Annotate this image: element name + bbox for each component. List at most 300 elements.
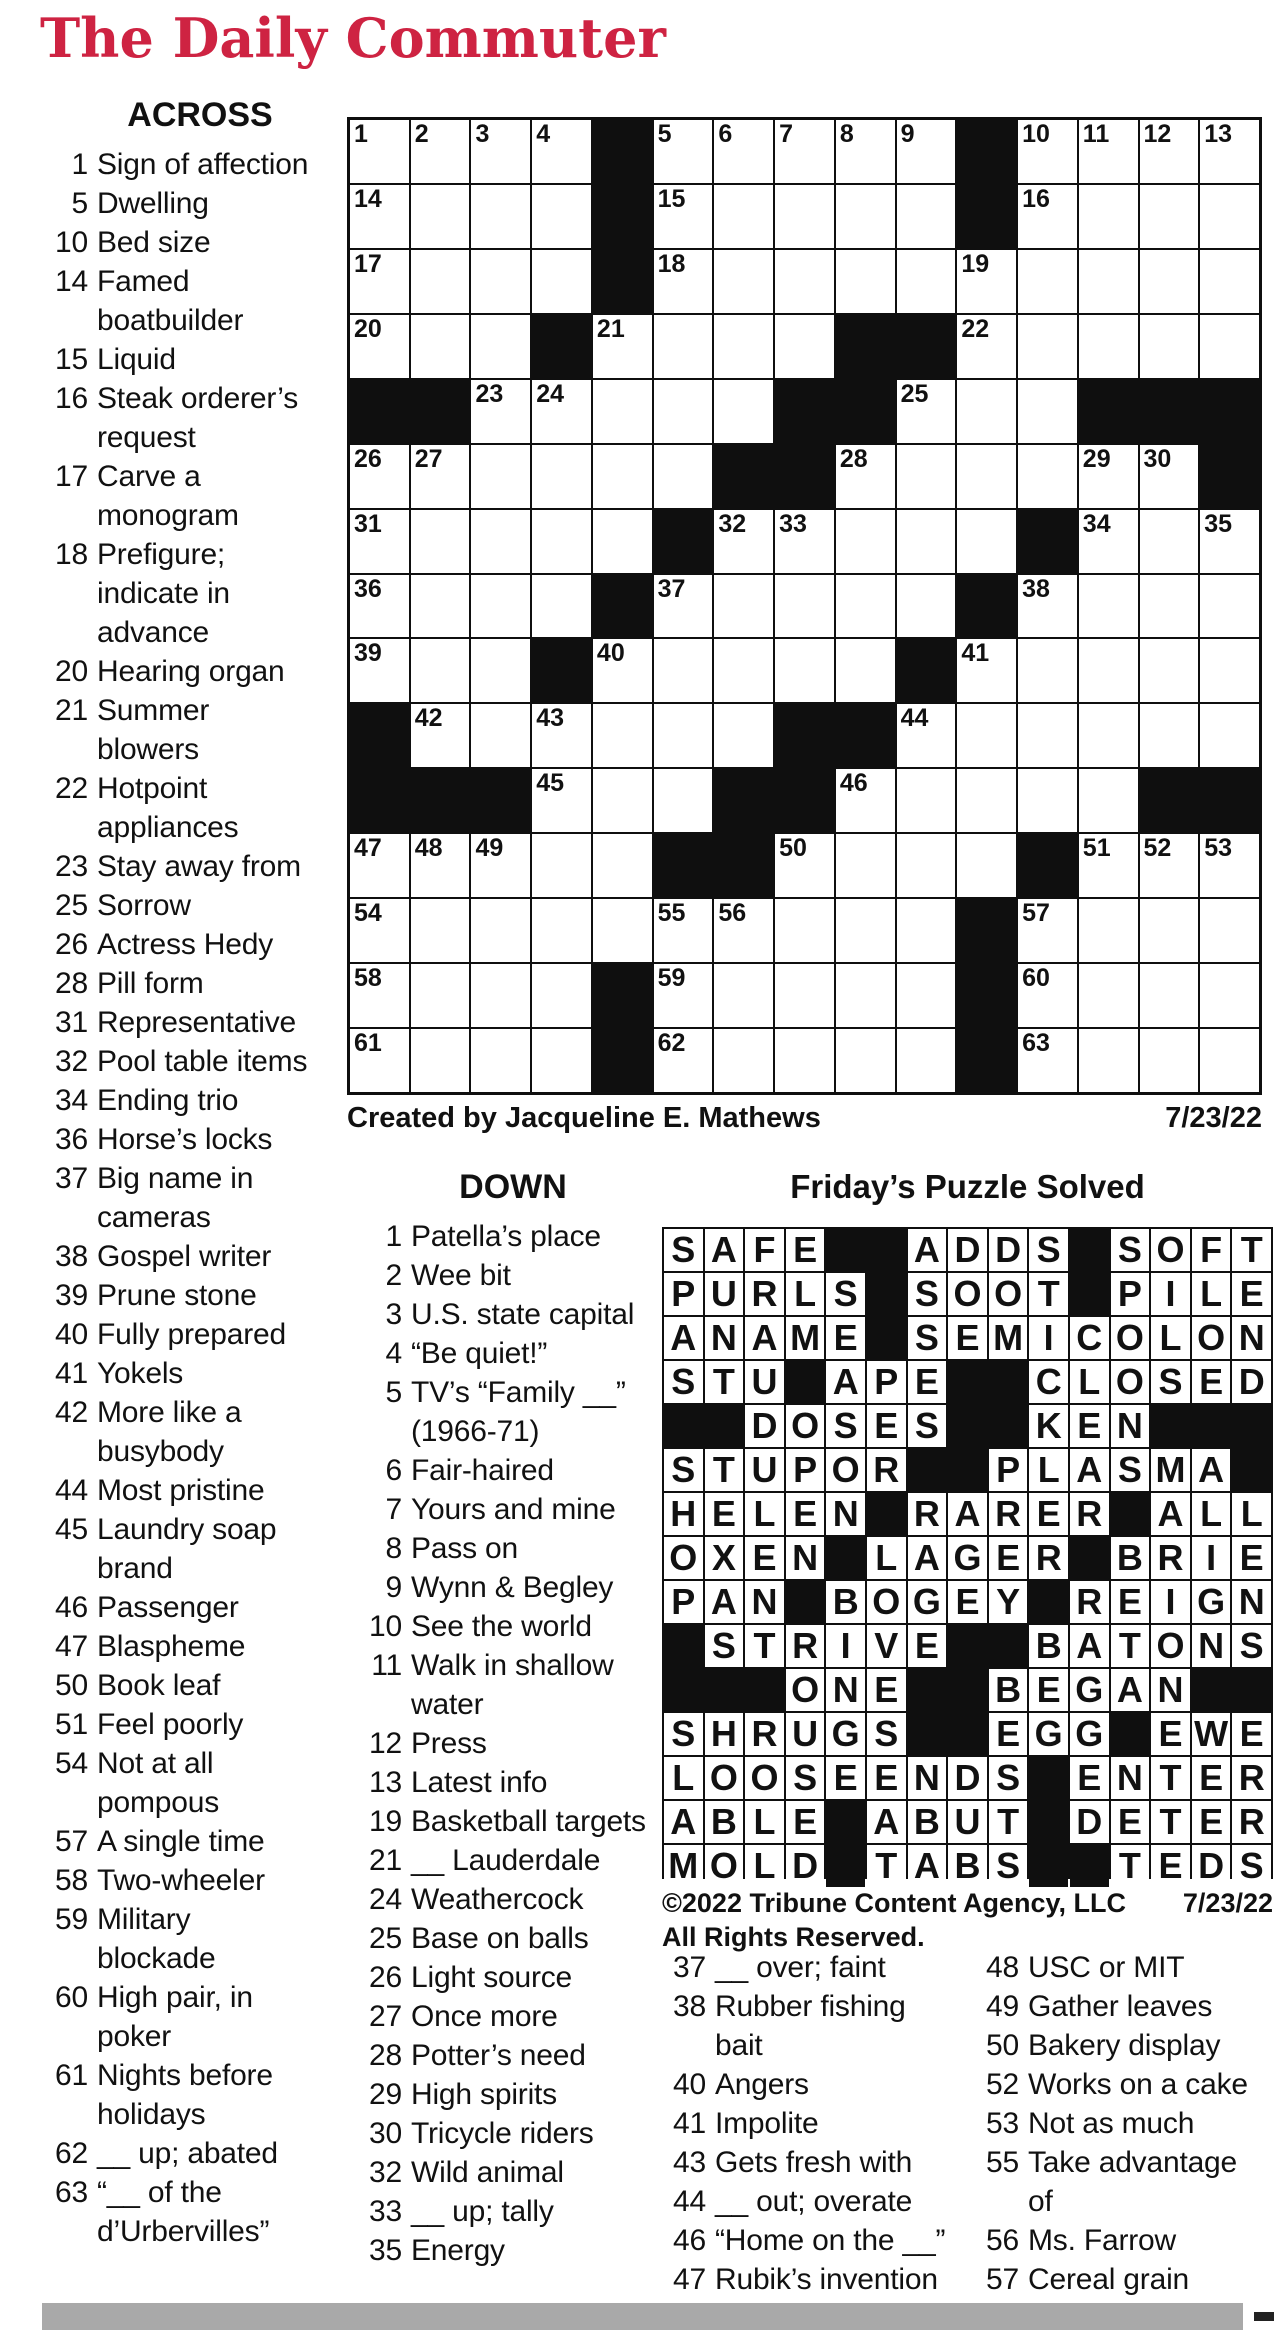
- main-grid-cell[interactable]: [471, 704, 530, 767]
- down-clue: [662, 2065, 968, 2104]
- main-grid-cell[interactable]: [350, 575, 409, 638]
- main-grid-cell[interactable]: [714, 380, 773, 443]
- main-grid-cell[interactable]: [1079, 769, 1138, 832]
- across-clue: [40, 1315, 360, 1354]
- solved-grid-black-cell: [989, 1361, 1028, 1403]
- main-grid-cell[interactable]: [1018, 250, 1077, 313]
- solved-grid-letter-cell: L: [867, 1537, 906, 1579]
- main-grid-cell[interactable]: [836, 575, 895, 638]
- bottom-scrollbar-track[interactable]: [42, 2303, 1243, 2330]
- cell-number: 38: [1022, 574, 1050, 603]
- main-grid-cell[interactable]: [532, 380, 591, 443]
- across-clue: [40, 262, 360, 340]
- cell-number: 60: [1022, 964, 1050, 993]
- clue-text: Cereal grain: [1028, 2263, 1190, 2296]
- main-grid-cell[interactable]: [654, 1029, 713, 1092]
- main-grid-cell[interactable]: [654, 704, 713, 767]
- main-grid-cell[interactable]: [836, 120, 895, 183]
- main-grid-cell[interactable]: [836, 899, 895, 962]
- solved-grid-letter-cell: P: [786, 1449, 825, 1491]
- main-grid-cell[interactable]: [1140, 899, 1199, 962]
- main-grid-cell[interactable]: [1200, 704, 1259, 767]
- cell-number: 18: [657, 249, 686, 278]
- main-grid-cell[interactable]: [654, 639, 713, 702]
- main-grid-cell[interactable]: [957, 769, 1016, 832]
- main-grid-cell[interactable]: [471, 899, 530, 962]
- main-grid-cell[interactable]: [411, 185, 470, 248]
- clue-number: 1: [71, 148, 88, 181]
- main-grid-cell[interactable]: [1018, 575, 1077, 638]
- clue-text: Horse’s locks: [97, 1123, 273, 1156]
- clue-number: 20: [55, 655, 88, 688]
- main-grid-cell[interactable]: [411, 575, 470, 638]
- main-grid-cell[interactable]: [471, 120, 530, 183]
- solved-grid-letter-cell: S: [1151, 1361, 1190, 1403]
- main-grid-cell[interactable]: [654, 120, 713, 183]
- main-grid-cell[interactable]: [471, 1029, 530, 1092]
- main-grid-black-cell: [957, 185, 1016, 248]
- page-title: The Daily Commuter: [40, 6, 666, 70]
- main-grid-cell[interactable]: [532, 769, 591, 832]
- solved-grid-letter-cell: B: [826, 1581, 865, 1623]
- main-grid-cell[interactable]: [957, 639, 1016, 702]
- main-grid-cell[interactable]: [350, 639, 409, 702]
- main-grid-cell[interactable]: [532, 185, 591, 248]
- clue-text: Ms. Farrow: [1028, 2224, 1177, 2257]
- clue-text: __ Lauderdale: [411, 1844, 601, 1877]
- main-grid-cell[interactable]: [1079, 834, 1138, 897]
- main-grid-cell[interactable]: [714, 510, 773, 573]
- solved-grid-letter-cell: L: [1192, 1493, 1231, 1535]
- across-clue: [40, 1705, 360, 1744]
- main-grid-cell[interactable]: [593, 380, 652, 443]
- main-grid-cell[interactable]: [1079, 445, 1138, 508]
- solved-grid-letter-cell: O: [705, 1845, 744, 1887]
- across-clue: [40, 2134, 360, 2173]
- main-grid-cell[interactable]: [1018, 704, 1077, 767]
- clue-number: 26: [55, 928, 88, 961]
- main-grid-cell[interactable]: [897, 575, 956, 638]
- down-clue: [358, 2153, 668, 2192]
- main-grid-cell[interactable]: [350, 834, 409, 897]
- main-grid-cell[interactable]: [1200, 834, 1259, 897]
- main-grid-cell[interactable]: [897, 899, 956, 962]
- across-clue: [40, 769, 360, 847]
- clue-text: Angers: [715, 2068, 809, 2101]
- main-grid-black-cell: [532, 315, 591, 378]
- main-grid-cell[interactable]: [1079, 250, 1138, 313]
- solved-grid-letter-cell: S: [705, 1625, 744, 1667]
- main-grid-cell[interactable]: [1140, 315, 1199, 378]
- main-grid-cell[interactable]: [471, 315, 530, 378]
- cell-number: 16: [1022, 184, 1050, 213]
- main-grid-cell[interactable]: [411, 250, 470, 313]
- main-grid-cell[interactable]: [1200, 575, 1259, 638]
- main-grid-cell[interactable]: [1200, 315, 1259, 378]
- clue-text: Bed size: [97, 226, 211, 259]
- main-grid-cell[interactable]: [532, 510, 591, 573]
- main-grid-cell[interactable]: [714, 250, 773, 313]
- main-grid-cell[interactable]: [593, 445, 652, 508]
- main-grid-cell[interactable]: [411, 445, 470, 508]
- main-grid-cell[interactable]: [471, 834, 530, 897]
- solved-grid-letter-cell: A: [1111, 1669, 1150, 1711]
- main-grid-cell[interactable]: [1018, 769, 1077, 832]
- clue-text: Once more: [411, 2000, 558, 2033]
- clue-number: 51: [55, 1708, 88, 1741]
- clue-number: 35: [369, 2234, 402, 2267]
- main-grid-cell[interactable]: [471, 445, 530, 508]
- main-grid-cell[interactable]: [593, 315, 652, 378]
- main-grid-cell[interactable]: [471, 639, 530, 702]
- main-grid-cell[interactable]: [897, 120, 956, 183]
- cell-number: 5: [657, 120, 672, 148]
- main-grid-cell[interactable]: [1079, 704, 1138, 767]
- main-grid-cell[interactable]: [836, 964, 895, 1027]
- main-grid-cell[interactable]: [775, 834, 834, 897]
- solved-grid-letter-cell: H: [664, 1493, 703, 1535]
- main-grid-cell[interactable]: [1140, 445, 1199, 508]
- clue-number: 10: [55, 226, 88, 259]
- down-clue: [358, 1217, 668, 1256]
- main-grid-cell[interactable]: [593, 769, 652, 832]
- main-grid-cell[interactable]: [350, 1029, 409, 1092]
- main-grid-cell[interactable]: [350, 964, 409, 1027]
- main-grid-cell[interactable]: [654, 250, 713, 313]
- cell-number: 33: [779, 509, 807, 538]
- main-grid-cell[interactable]: [1200, 1029, 1259, 1092]
- main-grid-cell[interactable]: [775, 964, 834, 1027]
- main-grid-cell[interactable]: [350, 445, 409, 508]
- main-grid-cell[interactable]: [836, 769, 895, 832]
- main-grid-cell[interactable]: [897, 250, 956, 313]
- main-grid-cell[interactable]: [593, 510, 652, 573]
- solved-grid-black-cell: [786, 1361, 825, 1403]
- main-grid-cell[interactable]: [1079, 315, 1138, 378]
- main-grid-cell[interactable]: [897, 964, 956, 1027]
- main-grid-cell[interactable]: [836, 639, 895, 702]
- main-grid-cell[interactable]: [775, 1029, 834, 1092]
- main-grid-cell[interactable]: [350, 120, 409, 183]
- solved-grid-black-cell: [705, 1405, 744, 1447]
- main-grid-cell[interactable]: [1140, 704, 1199, 767]
- main-grid-cell[interactable]: [714, 120, 773, 183]
- main-grid-cell[interactable]: [897, 704, 956, 767]
- main-grid-cell[interactable]: [654, 315, 713, 378]
- main-grid-cell[interactable]: [471, 510, 530, 573]
- down-clue: [358, 1490, 668, 1529]
- clue-number: 16: [55, 382, 88, 415]
- clue-number: 57: [986, 2263, 1019, 2296]
- main-grid-cell[interactable]: [1079, 639, 1138, 702]
- solved-grid-letter-cell: E: [1151, 1713, 1190, 1755]
- main-grid-cell[interactable]: [411, 704, 470, 767]
- solved-grid-letter-cell: O: [989, 1273, 1028, 1315]
- main-grid-cell[interactable]: [714, 315, 773, 378]
- main-grid-cell[interactable]: [836, 1029, 895, 1092]
- main-grid-cell[interactable]: [957, 445, 1016, 508]
- main-grid-cell[interactable]: [350, 315, 409, 378]
- across-clue-list: [40, 145, 360, 2251]
- main-grid-cell[interactable]: [957, 315, 1016, 378]
- solved-grid-letter-cell: G: [1070, 1713, 1109, 1755]
- cell-number: 47: [354, 834, 382, 863]
- solved-grid-black-cell: [908, 1449, 947, 1491]
- main-grid-cell[interactable]: [714, 899, 773, 962]
- main-grid-cell[interactable]: [836, 510, 895, 573]
- main-grid-cell[interactable]: [836, 445, 895, 508]
- main-grid-black-cell: [836, 380, 895, 443]
- main-grid-cell[interactable]: [1018, 964, 1077, 1027]
- bottom-scrollbar-thumb[interactable]: [1254, 2312, 1274, 2321]
- main-grid-cell[interactable]: [532, 704, 591, 767]
- main-grid-cell[interactable]: [593, 639, 652, 702]
- main-grid-cell[interactable]: [1200, 510, 1259, 573]
- main-grid-cell[interactable]: [1200, 899, 1259, 962]
- main-grid-cell[interactable]: [775, 120, 834, 183]
- main-grid-cell[interactable]: [1140, 834, 1199, 897]
- clue-text: Feel poorly: [97, 1708, 244, 1741]
- main-grid-cell[interactable]: [532, 575, 591, 638]
- main-grid-cell[interactable]: [957, 834, 1016, 897]
- main-grid-cell[interactable]: [1140, 1029, 1199, 1092]
- main-grid-cell[interactable]: [775, 639, 834, 702]
- main-grid-cell[interactable]: [471, 185, 530, 248]
- main-grid-cell[interactable]: [836, 185, 895, 248]
- cell-number: 58: [354, 964, 382, 993]
- clue-text: Walk in shallow water: [411, 1649, 614, 1721]
- main-grid-cell[interactable]: [957, 250, 1016, 313]
- main-grid-cell[interactable]: [1140, 639, 1199, 702]
- main-grid-cell[interactable]: [350, 510, 409, 573]
- main-grid-cell[interactable]: [471, 575, 530, 638]
- solved-grid-letter-cell: W: [1192, 1713, 1231, 1755]
- main-grid-cell[interactable]: [1018, 445, 1077, 508]
- clue-text: Take advantage of: [1028, 2146, 1238, 2218]
- clue-number: 44: [55, 1474, 88, 1507]
- main-grid-cell[interactable]: [1018, 185, 1077, 248]
- main-grid-cell[interactable]: [532, 120, 591, 183]
- clue-text: Dwelling: [97, 187, 209, 220]
- across-clue: [40, 1159, 360, 1237]
- solved-grid-black-cell: [1192, 1405, 1231, 1447]
- main-grid-cell[interactable]: [411, 834, 470, 897]
- main-grid-cell[interactable]: [1079, 185, 1138, 248]
- main-grid-cell[interactable]: [897, 380, 956, 443]
- cell-number: 63: [1022, 1029, 1050, 1058]
- main-grid-cell[interactable]: [1079, 120, 1138, 183]
- main-grid-cell[interactable]: [1018, 120, 1077, 183]
- clue-text: TV’s “Family __” (1966-71): [411, 1376, 626, 1448]
- cell-number: 1: [354, 120, 368, 148]
- main-grid-cell[interactable]: [775, 185, 834, 248]
- down-clue: [662, 2143, 968, 2182]
- main-grid-cell[interactable]: [897, 510, 956, 573]
- down-clue: [358, 1451, 668, 1490]
- main-grid-cell[interactable]: [593, 834, 652, 897]
- across-clue: [40, 535, 360, 652]
- cell-number: 11: [1082, 120, 1110, 148]
- solved-grid-letter-cell: A: [1151, 1493, 1190, 1535]
- main-grid-black-cell: [411, 380, 470, 443]
- solved-grid-black-cell: [1232, 1405, 1271, 1447]
- main-grid-cell[interactable]: [471, 964, 530, 1027]
- main-grid-cell[interactable]: [775, 575, 834, 638]
- main-grid-cell[interactable]: [714, 1029, 773, 1092]
- cell-number: 39: [354, 639, 382, 668]
- main-grid-cell[interactable]: [532, 899, 591, 962]
- main-grid-cell[interactable]: [654, 769, 713, 832]
- main-grid-cell[interactable]: [897, 445, 956, 508]
- main-grid-cell[interactable]: [411, 1029, 470, 1092]
- main-grid-black-cell: [957, 1029, 1016, 1092]
- main-grid-cell[interactable]: [350, 899, 409, 962]
- main-grid-cell[interactable]: [897, 834, 956, 897]
- main-grid-cell[interactable]: [411, 899, 470, 962]
- solved-grid-letter-cell: C: [1029, 1361, 1068, 1403]
- main-grid-cell[interactable]: [471, 380, 530, 443]
- puzzle-date: 7/23/22: [1165, 1102, 1262, 1134]
- main-grid-cell[interactable]: [775, 510, 834, 573]
- main-grid-cell[interactable]: [957, 380, 1016, 443]
- main-grid-cell[interactable]: [1140, 250, 1199, 313]
- clue-text: Pill form: [97, 967, 204, 1000]
- solved-grid-letter-cell: R: [1232, 1801, 1271, 1843]
- solved-grid-letter-cell: A: [664, 1317, 703, 1359]
- solved-grid-letter-cell: E: [786, 1493, 825, 1535]
- main-grid-cell[interactable]: [411, 120, 470, 183]
- solved-grid-letter-cell: E: [989, 1537, 1028, 1579]
- main-grid-cell[interactable]: [1018, 1029, 1077, 1092]
- clue-text: Laundry soap brand: [97, 1513, 277, 1585]
- clue-number: 53: [986, 2107, 1019, 2140]
- solved-grid-letter-cell: O: [1192, 1317, 1231, 1359]
- main-grid-cell[interactable]: [654, 185, 713, 248]
- main-grid-cell[interactable]: [1079, 575, 1138, 638]
- main-grid-cell[interactable]: [1140, 120, 1199, 183]
- main-grid-cell[interactable]: [897, 185, 956, 248]
- main-grid-cell[interactable]: [411, 315, 470, 378]
- solved-grid-letter-cell: B: [989, 1669, 1028, 1711]
- main-grid-cell[interactable]: [350, 250, 409, 313]
- main-grid-cell[interactable]: [411, 510, 470, 573]
- main-grid-cell[interactable]: [1079, 964, 1138, 1027]
- main-grid-cell[interactable]: [411, 639, 470, 702]
- solved-grid-letter-cell: B: [948, 1845, 987, 1887]
- main-grid-cell[interactable]: [350, 185, 409, 248]
- solved-grid-letter-cell: A: [948, 1493, 987, 1535]
- main-grid-black-cell: [1140, 769, 1199, 832]
- main-grid-cell[interactable]: [532, 445, 591, 508]
- main-grid-cell[interactable]: [775, 315, 834, 378]
- solved-grid-black-cell: [948, 1625, 987, 1667]
- solved-grid-letter-cell: L: [1070, 1361, 1109, 1403]
- main-grid-cell[interactable]: [654, 380, 713, 443]
- solved-grid-letter-cell: N: [1111, 1405, 1150, 1447]
- main-grid-cell[interactable]: [1140, 964, 1199, 1027]
- main-grid-cell[interactable]: [532, 1029, 591, 1092]
- main-grid-cell[interactable]: [654, 445, 713, 508]
- down-clue: [358, 1256, 668, 1295]
- main-grid-cell[interactable]: [532, 834, 591, 897]
- main-grid-cell[interactable]: [593, 704, 652, 767]
- solved-grid-letter-cell: N: [1192, 1625, 1231, 1667]
- main-grid-cell[interactable]: [1018, 639, 1077, 702]
- main-grid-cell[interactable]: [1140, 185, 1199, 248]
- main-grid-cell[interactable]: [1079, 510, 1138, 573]
- across-clue: [40, 457, 360, 535]
- solved-grid-letter-cell: E: [948, 1581, 987, 1623]
- main-grid-cell[interactable]: [1079, 899, 1138, 962]
- main-grid-cell[interactable]: [532, 964, 591, 1027]
- clue-text: Base on balls: [411, 1922, 589, 1955]
- main-grid-cell[interactable]: [714, 964, 773, 1027]
- solved-grid-black-cell: [1029, 1801, 1068, 1843]
- clue-text: Not at all pompous: [97, 1747, 220, 1819]
- main-grid-cell[interactable]: [1018, 315, 1077, 378]
- main-grid-cell[interactable]: [836, 834, 895, 897]
- clue-text: Wee bit: [411, 1259, 511, 1292]
- main-grid-cell[interactable]: [1200, 120, 1259, 183]
- clue-number: 62: [55, 2137, 88, 2170]
- clue-number: 37: [673, 1951, 706, 1984]
- main-grid-cell[interactable]: [471, 250, 530, 313]
- main-grid-cell[interactable]: [1200, 185, 1259, 248]
- main-grid-cell[interactable]: [897, 769, 956, 832]
- main-grid-cell[interactable]: [714, 575, 773, 638]
- main-grid-cell[interactable]: [1140, 510, 1199, 573]
- main-grid-cell[interactable]: [836, 250, 895, 313]
- solved-grid-letter-cell: R: [1029, 1537, 1068, 1579]
- main-grid-cell[interactable]: [957, 704, 1016, 767]
- main-grid-cell[interactable]: [957, 510, 1016, 573]
- main-grid-cell[interactable]: [1200, 964, 1259, 1027]
- main-grid-cell[interactable]: [1140, 575, 1199, 638]
- clue-number: 31: [55, 1006, 88, 1039]
- main-grid-cell[interactable]: [654, 575, 713, 638]
- main-grid-cell[interactable]: [1200, 639, 1259, 702]
- solved-grid-letter-cell: B: [1029, 1625, 1068, 1667]
- main-grid-cell[interactable]: [775, 250, 834, 313]
- main-grid-cell[interactable]: [411, 964, 470, 1027]
- across-clue: [40, 223, 360, 262]
- main-grid-cell[interactable]: [1018, 899, 1077, 962]
- main-grid-cell[interactable]: [593, 899, 652, 962]
- clue-text: Not as much: [1028, 2107, 1195, 2140]
- main-grid-cell[interactable]: [1018, 380, 1077, 443]
- solved-grid-letter-cell: R: [867, 1449, 906, 1491]
- main-grid-cell[interactable]: [897, 1029, 956, 1092]
- cell-number: 31: [354, 509, 382, 538]
- main-grid-cell[interactable]: [532, 250, 591, 313]
- main-grid-cell[interactable]: [654, 899, 713, 962]
- main-grid-cell[interactable]: [1079, 1029, 1138, 1092]
- clue-text: See the world: [411, 1610, 592, 1643]
- solved-grid-letter-cell: A: [705, 1581, 744, 1623]
- main-grid-cell[interactable]: [714, 704, 773, 767]
- solved-grid-letter-cell: E: [1029, 1669, 1068, 1711]
- byline-row: [347, 1102, 1262, 1135]
- main-grid-cell[interactable]: [714, 639, 773, 702]
- main-grid-cell[interactable]: [714, 185, 773, 248]
- main-grid-cell[interactable]: [654, 964, 713, 1027]
- cell-number: 27: [414, 444, 443, 473]
- solved-grid-letter-cell: B: [705, 1801, 744, 1843]
- solved-grid-letter-cell: R: [1151, 1537, 1190, 1579]
- main-grid-cell[interactable]: [775, 899, 834, 962]
- main-grid-cell[interactable]: [1200, 250, 1259, 313]
- clue-number: 21: [369, 1844, 402, 1877]
